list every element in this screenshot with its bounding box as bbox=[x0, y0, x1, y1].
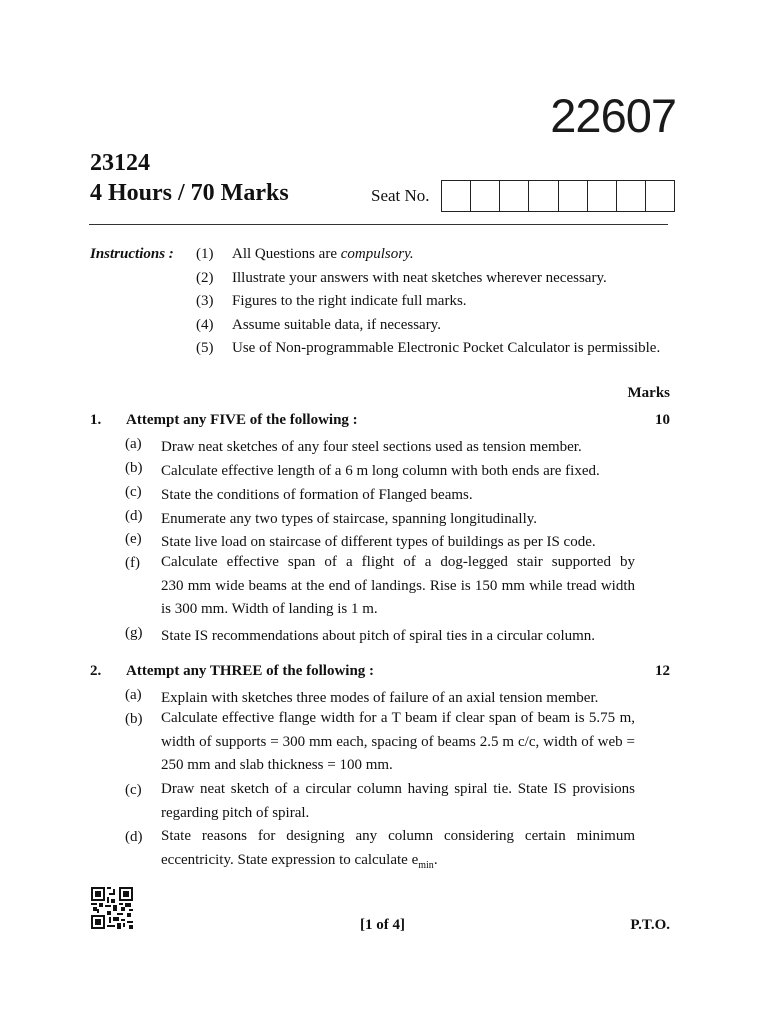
subscript-min: min bbox=[418, 859, 434, 871]
page-indicator: [1 of 4] bbox=[360, 917, 405, 933]
instruction-number: (2) bbox=[196, 270, 214, 286]
sub-question-text bbox=[161, 707, 635, 778]
sub-question-text: Draw neat sketches of any four steel sections used as tension member. bbox=[161, 439, 582, 455]
instruction-text: Illustrate your answers with neat sketches wherever necessary. bbox=[232, 270, 607, 286]
seat-digit-box[interactable] bbox=[500, 181, 529, 211]
sub-question-label: (c) bbox=[125, 484, 142, 500]
sub-question-label: (f) bbox=[125, 555, 140, 571]
header-divider bbox=[89, 224, 668, 225]
paper-code: 22607 bbox=[550, 89, 676, 142]
question-title: Attempt any FIVE of the following : bbox=[126, 412, 358, 428]
sub-question-line: width of supports = 300 mm each, spacing of beams 2.5 m c/c, width of web = bbox=[161, 733, 635, 750]
question-marks: 12 bbox=[655, 663, 670, 679]
seat-digit-box[interactable] bbox=[529, 181, 558, 211]
sub-question-label: (b) bbox=[125, 460, 143, 476]
question-title: Attempt any THREE of the following : bbox=[126, 663, 375, 679]
please-turn-over: P.T.O. bbox=[630, 917, 670, 933]
instruction-number: (1) bbox=[196, 246, 214, 262]
instruction-text: All Questions are compulsory. bbox=[232, 246, 414, 262]
sub-question-text: State IS recommendations about pitch of spiral ties in a circular column. bbox=[161, 628, 596, 644]
sub-question-text: Calculate effective length of a 6 m long column with both ends are fixed. bbox=[161, 463, 600, 479]
sub-question-line: Calculate effective flange width for a T beam if clear span of beam is 5.75 m, bbox=[161, 710, 635, 726]
sub-question-label: (a) bbox=[125, 436, 142, 452]
instructions-label: Instructions : bbox=[90, 246, 174, 262]
question-number: 2. bbox=[90, 663, 102, 679]
sub-question-text: State live load on staircase of different types of buildings as per IS code. bbox=[161, 534, 596, 550]
sub-question-line: is 300 mm. Width of landing is 1 m. bbox=[161, 601, 378, 617]
sub-question-line: 230 mm wide beams at the end of landings. Rise is 150 mm while tread width bbox=[161, 577, 635, 594]
seat-digit-box[interactable] bbox=[471, 181, 500, 211]
sub-question-line: State reasons for designing any column considering certain minimum bbox=[161, 828, 635, 844]
seat-digit-box[interactable] bbox=[646, 181, 674, 211]
sub-question-label: (g) bbox=[125, 625, 143, 641]
sub-question-label: (d) bbox=[125, 829, 143, 845]
sub-question-label: (a) bbox=[125, 687, 142, 703]
instruction-number: (3) bbox=[196, 293, 214, 309]
sub-question-line: Calculate effective span of a flight of a dog-legged stair supported by bbox=[161, 554, 635, 570]
sub-question-line: Draw neat sketch of a circular column having spiral tie. State IS provisions bbox=[161, 781, 635, 797]
exam-duration-marks: 4 Hours / 70 Marks bbox=[90, 180, 289, 206]
seat-digit-box[interactable] bbox=[617, 181, 646, 211]
sub-question-label: (e) bbox=[125, 531, 142, 547]
sub-question-line: 250 mm and slab thickness = 100 mm. bbox=[161, 757, 393, 773]
sub-question-line: regarding pitch of spiral. bbox=[161, 804, 310, 821]
seat-number-boxes[interactable] bbox=[441, 180, 675, 212]
question-marks: 10 bbox=[655, 412, 670, 428]
seat-digit-box[interactable] bbox=[442, 181, 471, 211]
seat-number-label: Seat No. bbox=[371, 186, 430, 205]
sub-question-text bbox=[161, 551, 635, 622]
sub-question-text: Enumerate any two types of staircase, spanning longitudinally. bbox=[161, 511, 538, 527]
sub-question-label: (c) bbox=[125, 782, 142, 798]
sub-question-label: (b) bbox=[125, 711, 143, 727]
instruction-text: Figures to the right indicate full marks. bbox=[232, 293, 467, 309]
instruction-number: (4) bbox=[196, 317, 214, 333]
exam-code: 23124 bbox=[90, 150, 150, 176]
sub-question-text: Explain with sketches three modes of failure of an axial tension member. bbox=[161, 690, 599, 706]
seat-digit-box[interactable] bbox=[559, 181, 588, 211]
instruction-text: Use of Non-programmable Electronic Pocket Calculator is permissible. bbox=[232, 340, 661, 356]
sub-question-text bbox=[161, 778, 635, 825]
qr-code-icon bbox=[91, 887, 133, 929]
seat-digit-box[interactable] bbox=[588, 181, 617, 211]
sub-question-label: (d) bbox=[125, 508, 143, 524]
instruction-number: (5) bbox=[196, 340, 214, 356]
sub-question-text bbox=[161, 825, 635, 877]
sub-question-line: eccentricity. State expression to calculate $e_{min}$. bbox=[161, 851, 438, 871]
instruction-text: Assume suitable data, if necessary. bbox=[232, 317, 441, 333]
sub-question-text: State the conditions of formation of Flanged beams. bbox=[161, 487, 473, 503]
question-number: 1. bbox=[90, 412, 102, 428]
marks-column-header: Marks bbox=[627, 385, 670, 401]
